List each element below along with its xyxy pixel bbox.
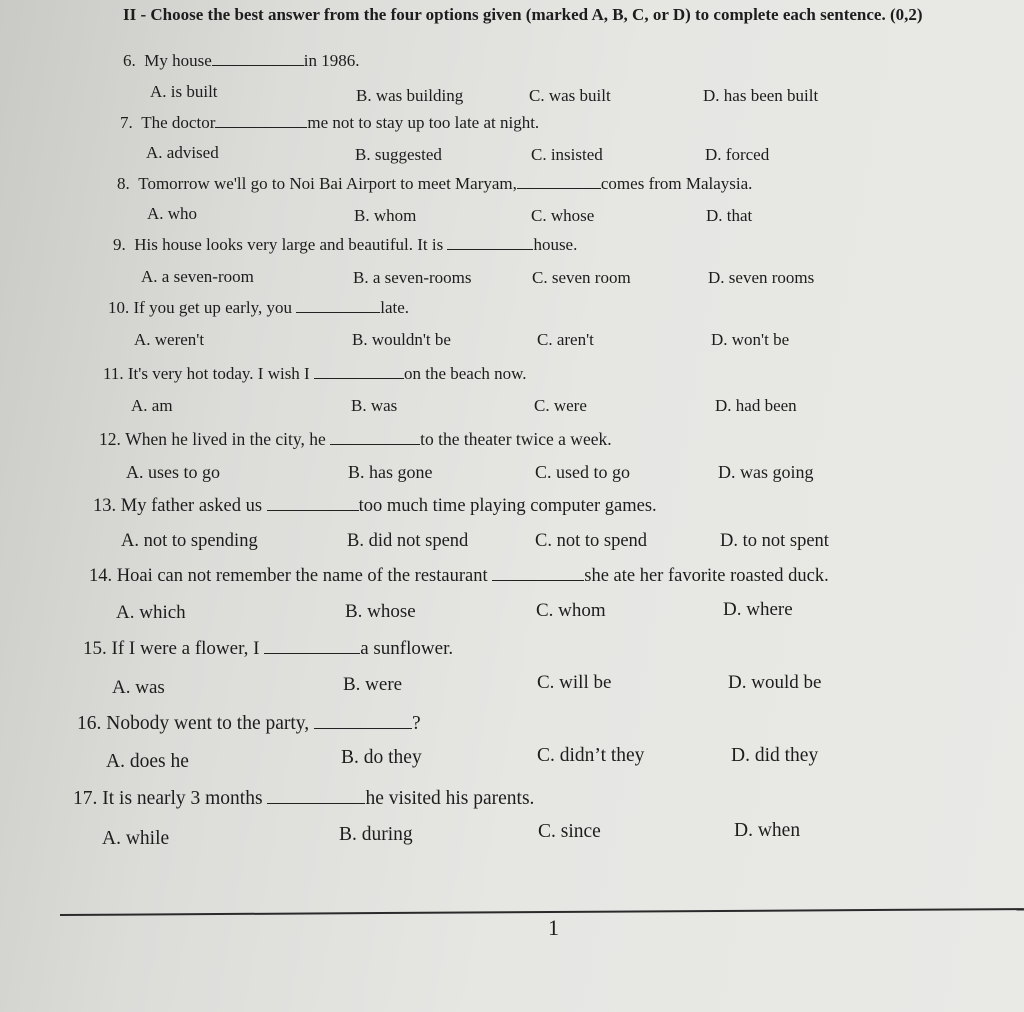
option-12d: D. was going xyxy=(718,462,814,482)
option-6d: D. has been built xyxy=(703,86,819,105)
option-13a: A. not to spending xyxy=(121,531,258,551)
option-15d: D. would be xyxy=(728,672,822,693)
question-10: 10. If you get up early, you late. xyxy=(108,298,410,317)
option-10b: B. wouldn't be xyxy=(352,330,451,349)
option-16b: B. do they xyxy=(341,747,422,768)
option-17c: C. since xyxy=(538,821,601,842)
option-12a: A. uses to go xyxy=(126,462,220,482)
option-17d: D. when xyxy=(734,820,801,841)
question-7: 7. The doctor me not to stay up too late at night. xyxy=(120,113,540,132)
answer-blank xyxy=(492,566,584,581)
answer-blank xyxy=(330,430,420,445)
question-6: 6. My house in 1986. xyxy=(123,51,360,70)
option-10c: C. aren't xyxy=(537,330,594,349)
option-8d: D. that xyxy=(706,206,753,225)
question-17: 17. It is nearly 3 months he visited his parents. xyxy=(73,788,535,809)
answer-blank xyxy=(212,51,304,66)
option-10d: D. won't be xyxy=(711,330,790,349)
option-6b: B. was building xyxy=(356,86,464,105)
answer-blank xyxy=(264,639,360,654)
option-16c: C. didn’t they xyxy=(537,745,645,766)
answer-blank xyxy=(296,298,380,313)
option-13b: B. did not spend xyxy=(347,531,469,551)
option-7b: B. suggested xyxy=(355,145,442,164)
answer-blank xyxy=(447,235,533,250)
page-number: 1 xyxy=(548,915,559,940)
option-9d: D. seven rooms xyxy=(708,268,815,287)
option-8a: A. who xyxy=(147,204,198,223)
question-12: 12. When he lived in the city, he to the theater twice a week. xyxy=(99,429,612,449)
option-15c: C. will be xyxy=(537,672,612,693)
option-8b: B. whom xyxy=(354,206,417,225)
option-17b: B. during xyxy=(339,824,413,845)
option-15b: B. were xyxy=(343,674,403,695)
option-14d: D. where xyxy=(723,599,793,620)
footer-rule xyxy=(60,908,1024,916)
option-17a: A. while xyxy=(102,828,170,849)
question-8: 8. Tomorrow we'll go to Noi Bai Airport to meet Maryam, comes from Malaysia. xyxy=(117,174,753,193)
answer-blank xyxy=(314,714,412,729)
option-7d: D. forced xyxy=(705,145,770,164)
question-16: 16. Nobody went to the party, ? xyxy=(77,713,421,734)
option-7c: C. insisted xyxy=(531,145,603,164)
option-11b: B. was xyxy=(351,396,398,415)
option-11a: A. am xyxy=(131,396,173,415)
section-heading: II - Choose the best answer from the four options given (marked A, B, C, or D) to complete each sentence. (0,2) xyxy=(123,5,923,24)
option-16a: A. does he xyxy=(106,751,189,772)
option-9a: A. a seven-room xyxy=(141,267,254,286)
option-11d: D. had been xyxy=(715,396,797,415)
option-13c: C. not to spend xyxy=(535,531,648,551)
question-14: 14. Hoai can not remember the name of the restaurant she ate her favorite roasted duck. xyxy=(89,566,829,586)
question-13: 13. My father asked us too much time playing computer games. xyxy=(93,496,657,516)
answer-blank xyxy=(314,364,404,379)
option-14a: A. which xyxy=(116,602,186,623)
answer-blank xyxy=(215,113,307,128)
option-15a: A. was xyxy=(112,677,165,698)
option-12b: B. has gone xyxy=(348,462,433,482)
option-6a: A. is built xyxy=(150,82,218,101)
question-15: 15. If I were a flower, I a sunflower. xyxy=(83,638,454,659)
option-14c: C. whom xyxy=(536,600,606,621)
answer-blank xyxy=(267,496,359,511)
option-7a: A. advised xyxy=(146,143,219,162)
question-9: 9. His house looks very large and beautiful. It is house. xyxy=(113,235,578,254)
option-9b: B. a seven-rooms xyxy=(353,268,472,287)
option-6c: C. was built xyxy=(529,86,611,105)
option-14b: B. whose xyxy=(345,601,416,622)
option-10a: A. weren't xyxy=(134,330,205,349)
option-11c: C. were xyxy=(534,396,587,415)
option-12c: C. used to go xyxy=(535,462,631,482)
option-8c: C. whose xyxy=(531,206,595,225)
question-11: 11. It's very hot today. I wish I on the beach now. xyxy=(103,364,527,383)
option-16d: D. did they xyxy=(731,745,819,766)
answer-blank xyxy=(267,789,365,804)
option-9c: C. seven room xyxy=(532,268,631,287)
option-13d: D. to not spent xyxy=(720,531,829,551)
answer-blank xyxy=(517,174,601,189)
